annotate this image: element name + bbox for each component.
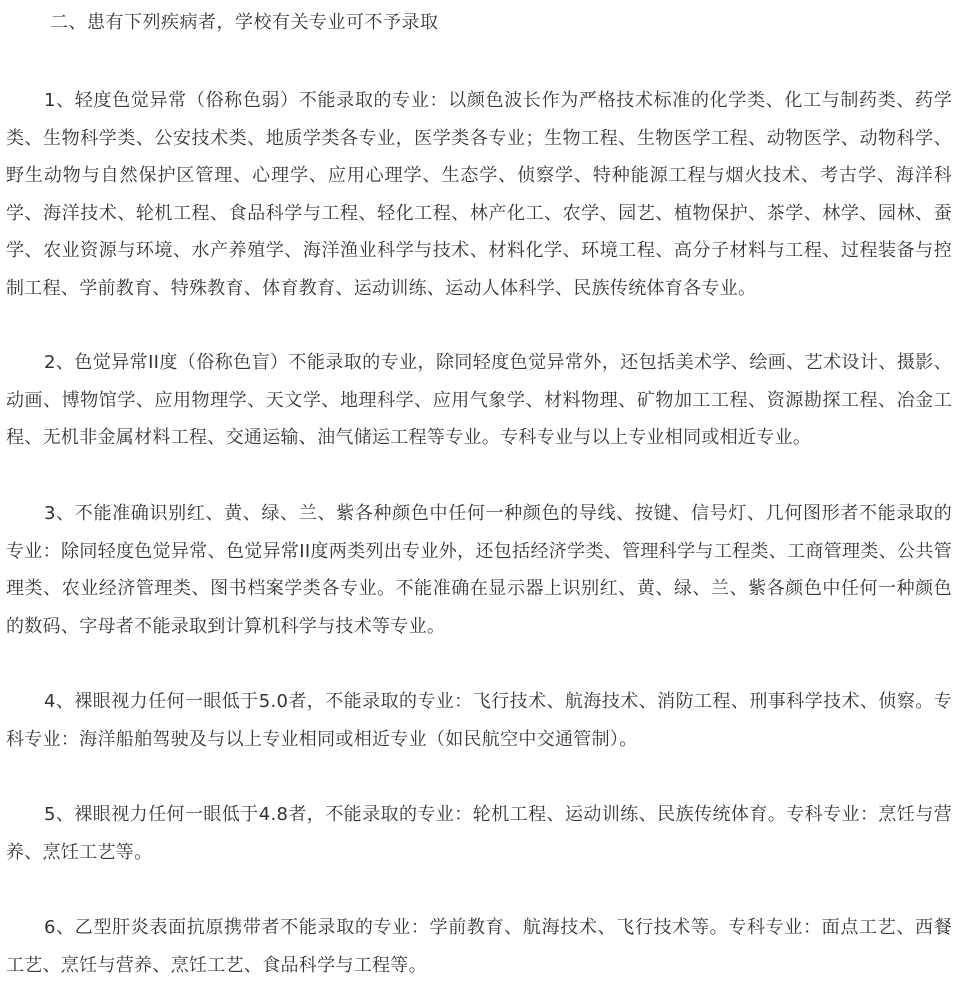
paragraph-color-blindness: 2、色觉异常II度（俗称色盲）不能录取的专业，除同轻度色觉异常外，还包括美术学、绘画、艺术设计、摄影、动画、博物馆学、应用物理学、天文学、地理科学、应用气象学、材料物理、矿物加工工程、资源勘探工程、冶金工程、无机非金属材料工程、交通运输、油气储运工程等专业。专科专业与以上专业相同或相近专业。 (6, 352, 952, 449)
paragraph-vision-4-8: 5、裸眼视力任何一眼低于4.8者，不能录取的专业：轮机工程、运动训练、民族传统体育。专科专业：烹饪与营养、烹饪工艺等。 (6, 804, 952, 863)
section-heading: 二、患有下列疾病者，学校有关专业可不予录取 (50, 12, 439, 33)
paragraph-color-identification: 3、不能准确识别红、黄、绿、兰、紫各种颜色中任何一种颜色的导线、按键、信号灯、几何图形者不能录取的专业：除同轻度色觉异常、色觉异常II度两类列出专业外，还包括经济学类、管理科学与工程类、工商管理类、公共管理类、农业经济管理类、图书档案学类各专业。不能准确在显示器上识别红、黄、绿、兰、紫各颜色中任何一种颜色的数码、字母者不能录取到计算机科学与技术等专业。 (6, 503, 952, 637)
paragraph-hepatitis-b: 6、乙型肝炎表面抗原携带者不能录取的专业：学前教育、航海技术、飞行技术等。专科专业：面点工艺、西餐工艺、烹饪与营养、烹饪工艺、食品科学与工程等。 (6, 917, 952, 976)
paragraph-vision-5-0: 4、裸眼视力任何一眼低于5.0者，不能录取的专业：飞行技术、航海技术、消防工程、刑事科学技术、侦察。专科专业：海洋船舶驾驶及与以上专业相同或相近专业（如民航空中交通管制）。 (6, 691, 952, 750)
paragraph-color-weakness: 1、轻度色觉异常（俗称色弱）不能录取的专业：以颜色波长作为严格技术标准的化学类、化工与制药类、药学类、生物科学类、公安技术类、地质学类各专业，医学类各专业；生物工程、生物医学工程、动物医学、动物科学、野生动物与自然保护区管理、心理学、应用心理学、生态学、侦察学、特种能源工程与烟火技术、考古学、海洋科学、海洋技术、轮机工程、食品科学与工程、轻化工程、林产化工、农学、园艺、植物保护、茶学、林学、园林、蚕学、农业资源与环境、水产养殖学、海洋渔业科学与技术、材料化学、环境工程、高分子材料与工程、过程装备与控制工程、学前教育、特殊教育、体育教育、运动训练、运动人体科学、民族传统体育各专业。 (6, 90, 952, 299)
